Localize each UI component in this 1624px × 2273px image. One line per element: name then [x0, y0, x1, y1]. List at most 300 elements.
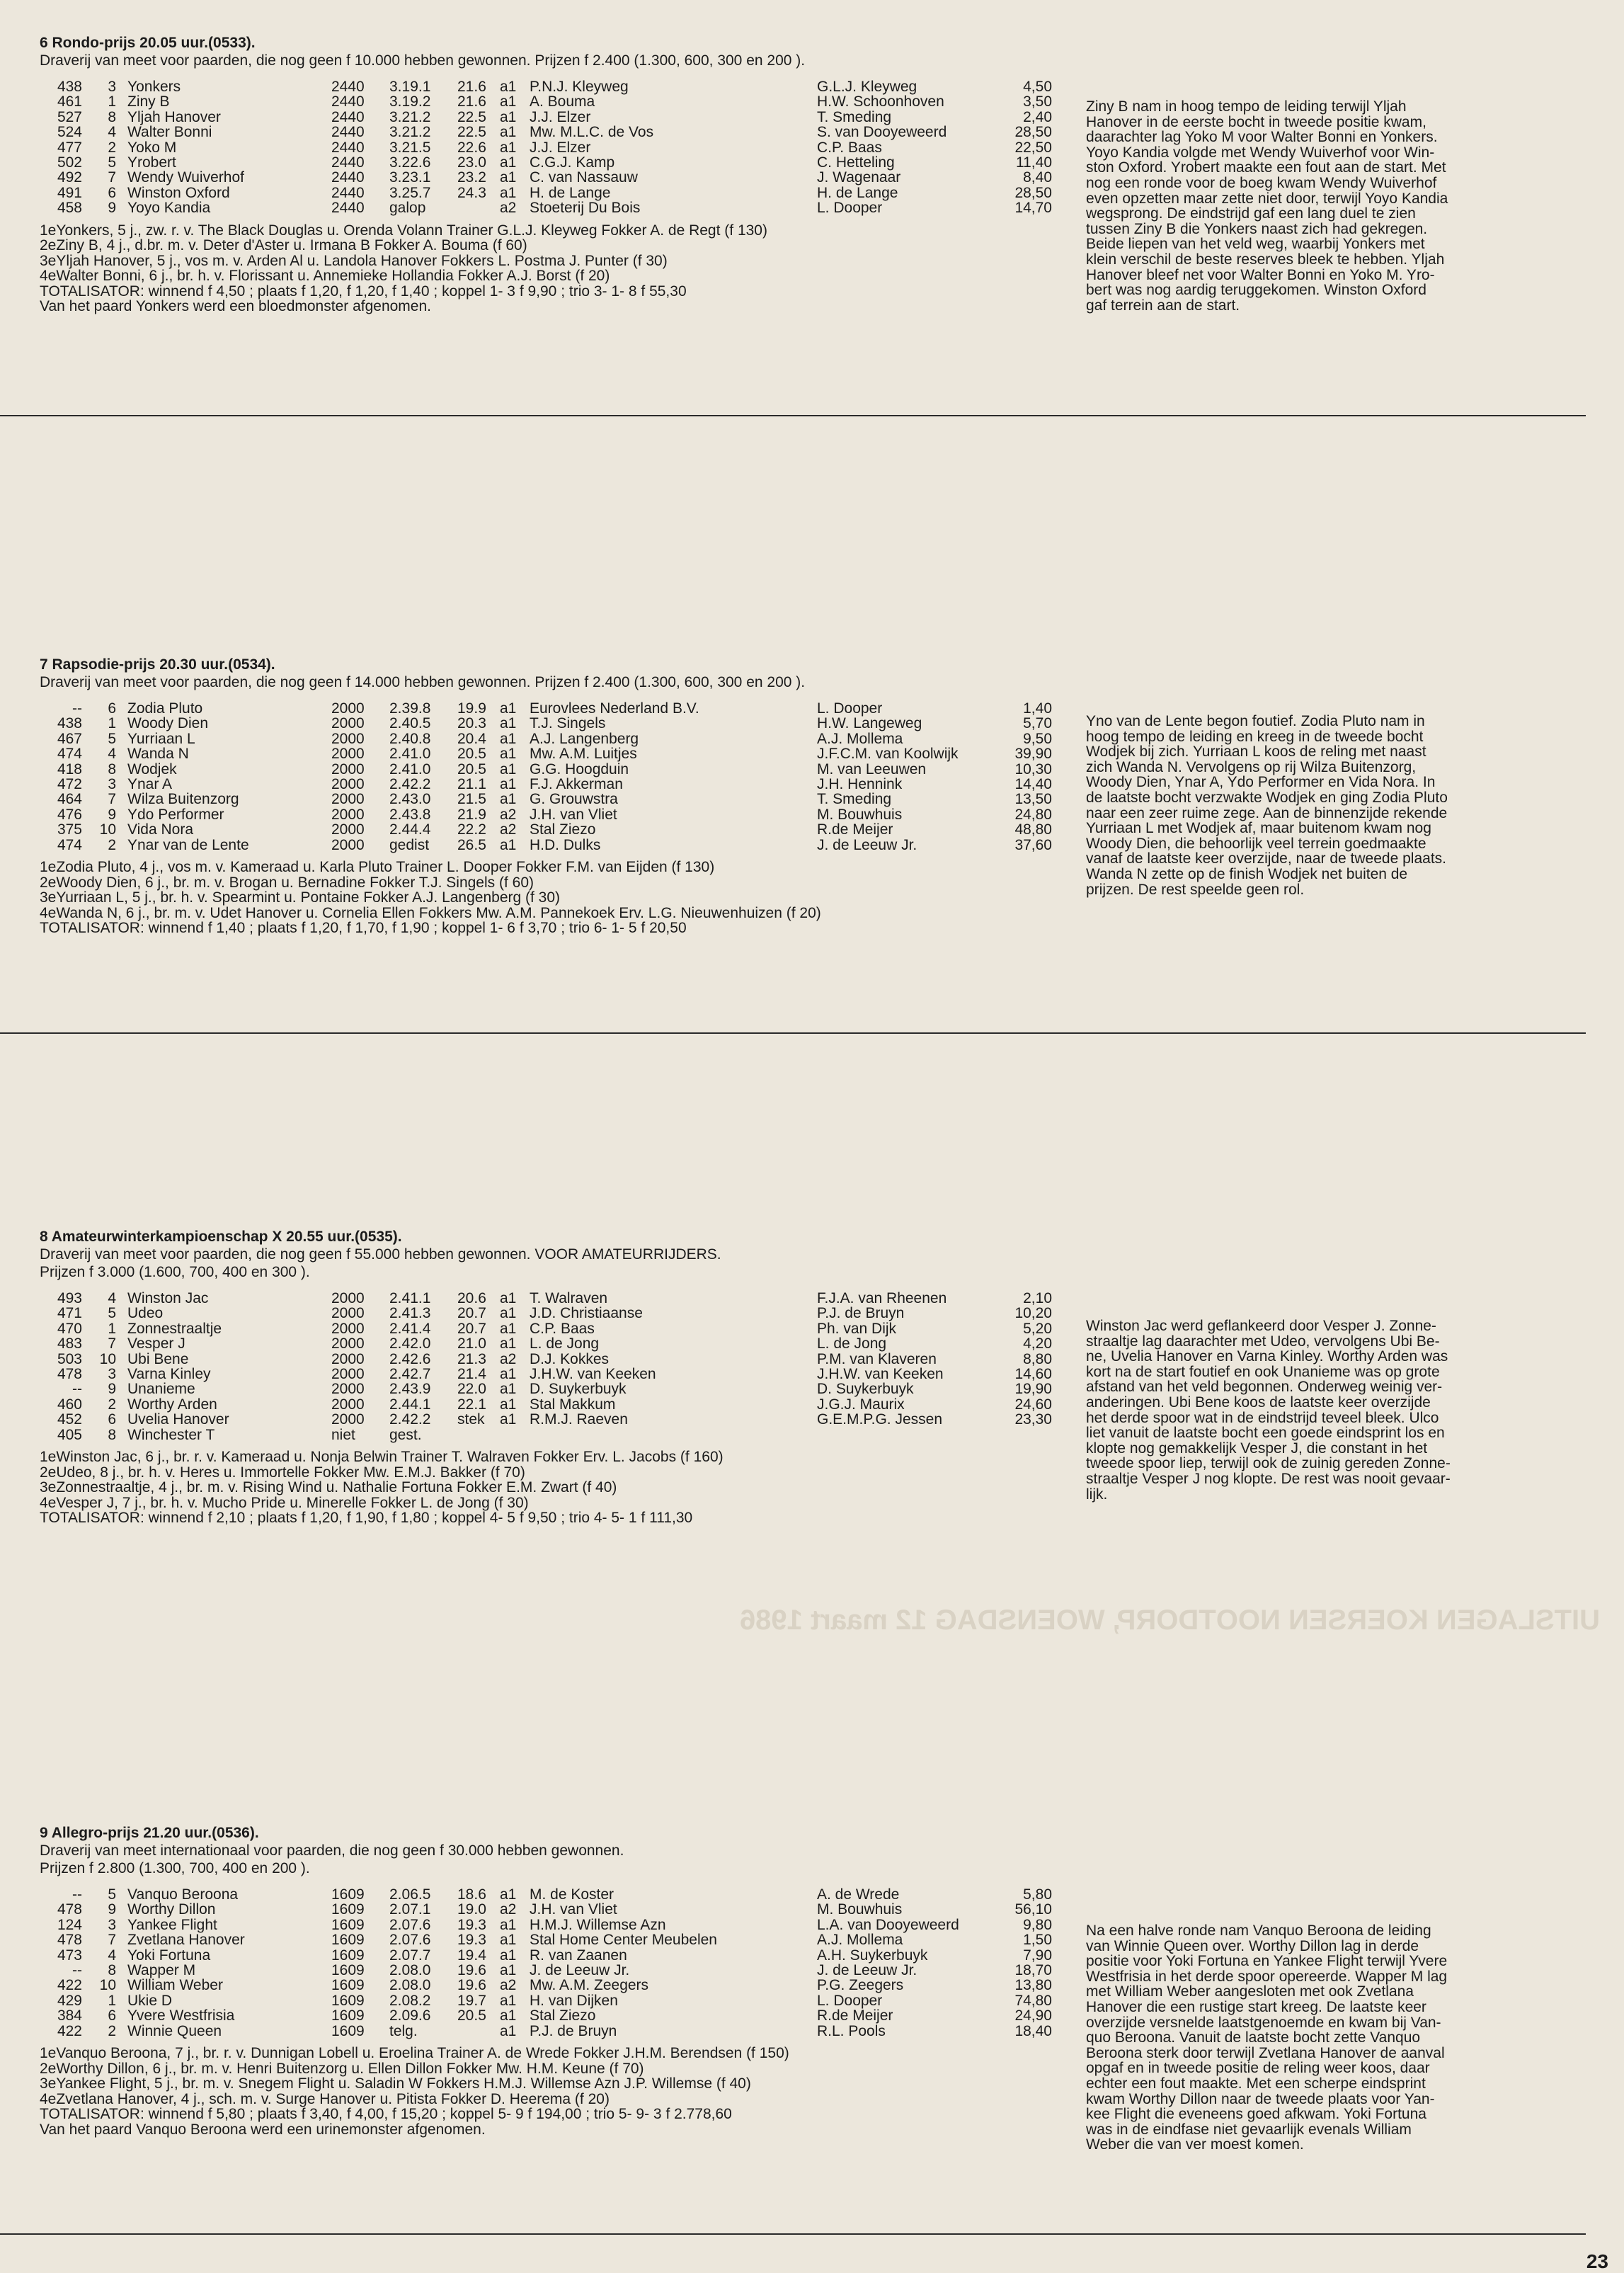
cell-time: 2.43.9: [389, 1381, 431, 1398]
result-row: [40, 1306, 1052, 1321]
commentary-line: daarachter lag Yoko M voor Walter Bonni en Yonkers.: [1086, 129, 1438, 146]
cell-owner: R.M.J. Raeven: [530, 1411, 628, 1428]
cell-odds: 37,60: [1014, 836, 1052, 853]
commentary-line: straaltje Vesper J nog klopte. De rest was nooit gevaar-: [1086, 1470, 1451, 1487]
cell-owner: Mw. A.M. Luitjes: [530, 746, 637, 763]
race-commentary: [1086, 1318, 1574, 1502]
cell-id: 492: [57, 169, 82, 186]
cell-id: 473: [57, 1947, 82, 1964]
cell-start: a1: [500, 1305, 517, 1322]
cell-dist: niet: [331, 1426, 355, 1443]
result-row: [40, 125, 1052, 139]
cell-time: 2.08.0: [389, 1977, 431, 1994]
commentary-line: echter een fout maakte. Met een scherpe eindsprint: [1086, 2075, 1426, 2092]
cell-id: 452: [57, 1411, 82, 1428]
cell-dist: 1609: [331, 1916, 365, 1933]
cell-start: a1: [500, 1886, 517, 1903]
cell-owner: A.J. Langenberg: [530, 730, 639, 747]
cell-time: 2.08.2: [389, 1992, 431, 2009]
cell-time: 2.43.0: [389, 791, 431, 808]
cell-id: 476: [57, 806, 82, 823]
cell-no: 5: [108, 1886, 116, 1903]
placing-note: 4eWalter Bonni, 6 j., br. h. v. Florissant u. Annemieke Hollandia Fokker A.J. Borst (f 20): [40, 268, 610, 285]
cell-start: a1: [500, 760, 517, 777]
cell-no: 10: [99, 1977, 116, 1994]
cell-trainer: J.H. Hennink: [817, 775, 903, 792]
cell-no: 5: [108, 730, 116, 747]
cell-dist: 2000: [331, 715, 365, 732]
cell-odds: 14,40: [1014, 775, 1052, 792]
cell-time: 3.19.1: [389, 79, 431, 95]
cell-horse: Ziny B: [127, 93, 170, 110]
cell-owner: H. de Lange: [530, 184, 611, 201]
cell-no: 8: [108, 760, 116, 777]
cell-trainer: J.H.W. van Keeken: [817, 1365, 944, 1382]
commentary-line: nog een ronde voor de boeg kwam Wendy Wuiverhof: [1086, 174, 1437, 191]
cell-start: a1: [500, 1992, 517, 2009]
cell-time: 2.41.3: [389, 1305, 431, 1322]
placing-note: Van het paard Vanquo Beroona werd een urinemonster afgenomen.: [40, 2121, 486, 2138]
result-row: [40, 731, 1052, 746]
commentary-line: tussen Ziny B die Yonkers naast zich had gekregen.: [1086, 220, 1428, 237]
cell-time: 2.07.6: [389, 1916, 431, 1933]
cell-no: 4: [108, 746, 116, 763]
cell-odds: 24,90: [1014, 2007, 1052, 2024]
commentary-line: Hanover bleef net voor Walter Bonni en Yoko M. Yro-: [1086, 266, 1435, 283]
cell-km: 19.6: [457, 1961, 486, 1978]
cell-trainer: C. Hetteling: [817, 154, 895, 171]
cell-trainer: J. de Leeuw Jr.: [817, 836, 917, 853]
result-row: [40, 170, 1052, 185]
commentary-line: anderingen. Ubi Bene koos de laatste keer overzijde: [1086, 1394, 1431, 1411]
cell-owner: C.P. Baas: [530, 1320, 595, 1337]
cell-time: 2.07.7: [389, 1947, 431, 1964]
cell-odds: 1,40: [1023, 700, 1052, 717]
cell-km: 20.3: [457, 715, 486, 732]
cell-horse: Winston Oxford: [127, 184, 230, 201]
commentary-line: overzijde versnelde laatstgenoemde en kwam bij Van-: [1086, 2014, 1441, 2031]
cell-time: 2.39.8: [389, 700, 431, 717]
cell-odds: 74,80: [1014, 1992, 1052, 2009]
cell-trainer: M. Bouwhuis: [817, 1901, 903, 1918]
placing-note: 2eWoody Dien, 6 j., br. m. v. Brogan u. Bernadine Fokker T.J. Singels (f 60): [40, 874, 534, 891]
cell-trainer: R.L. Pools: [817, 2022, 886, 2039]
cell-start: a1: [500, 169, 517, 186]
placing-note: 2eUdeo, 8 j., br. h. v. Heres u. Immortelle Fokker Mw. E.M.J. Bakker (f 70): [40, 1464, 525, 1481]
cell-owner: H. van Dijken: [530, 1992, 618, 2009]
cell-dist: 2000: [331, 1335, 365, 1352]
cell-time: 2.44.4: [389, 821, 431, 838]
cell-trainer: D. Suykerbuyk: [817, 1381, 914, 1398]
cell-odds: 24,60: [1014, 1396, 1052, 1413]
cell-dist: 2000: [331, 821, 365, 838]
results-table: [40, 1291, 1052, 1442]
result-row: [40, 2008, 1052, 2023]
cell-no: 4: [108, 1290, 116, 1306]
cell-owner: Stal Makkum: [530, 1396, 616, 1413]
cell-start: a1: [500, 1947, 517, 1964]
commentary-line: kort na de start foutief en ook Unanieme was op grote: [1086, 1363, 1440, 1380]
cell-horse: Yankee Flight: [127, 1916, 217, 1933]
placing-note: 2eZiny B, 4 j., d.br. m. v. Deter d'Aster u. Irmana B Fokker A. Bouma (f 60): [40, 237, 527, 254]
cell-odds: 7,90: [1023, 1947, 1052, 1964]
cell-horse: Ynar A: [127, 775, 173, 792]
commentary-line: hoog tempo de leiding en kreeg in de tweede bocht: [1086, 728, 1424, 745]
cell-owner: T.J. Singels: [530, 715, 606, 732]
cell-start: a1: [500, 730, 517, 747]
cell-no: 7: [108, 1932, 116, 1949]
cell-id: 124: [57, 1916, 82, 1933]
result-row: [40, 1932, 1052, 1947]
commentary-line: vanaf de laatste keer overzijde, naar de tweede plaats.: [1086, 850, 1446, 867]
cell-id: 470: [57, 1320, 82, 1337]
commentary-line: afstand van het veld begonnen. Onderweg weinig ver-: [1086, 1379, 1443, 1396]
cell-start: a1: [500, 700, 517, 717]
cell-horse: Woody Dien: [127, 715, 209, 732]
cell-horse: Zvetlana Hanover: [127, 1932, 245, 1949]
cell-odds: 2,10: [1023, 1290, 1052, 1306]
cell-km: 20.4: [457, 730, 486, 747]
cell-no: 1: [108, 1320, 116, 1337]
cell-owner: D.J. Kokkes: [530, 1350, 610, 1367]
cell-odds: 14,70: [1014, 200, 1052, 217]
cell-odds: 18,40: [1014, 2022, 1052, 2039]
cell-horse: Yoyo Kandia: [127, 200, 211, 217]
cell-no: 7: [108, 791, 116, 808]
cell-horse: Yurriaan L: [127, 730, 195, 747]
cell-odds: 3,50: [1023, 93, 1052, 110]
cell-start: a1: [500, 836, 517, 853]
cell-trainer: M. Bouwhuis: [817, 806, 903, 823]
cell-trainer: J. Wagenaar: [817, 169, 901, 186]
cell-dist: 2440: [331, 108, 365, 125]
cell-km: stek: [457, 1411, 485, 1428]
cell-trainer: P.J. de Bruyn: [817, 1305, 905, 1322]
cell-dist: 2440: [331, 169, 365, 186]
race-title: 9 Allegro-prijs 21.20 uur.(0536).: [40, 1825, 259, 1841]
cell-no: 2: [108, 2022, 116, 2039]
result-row: [40, 1978, 1052, 1993]
cell-start: a1: [500, 1365, 517, 1382]
cell-time: 2.09.6: [389, 2007, 431, 2024]
commentary-line: liet vanuit de laatste bocht een goede eindsprint los en: [1086, 1425, 1445, 1442]
commentary-line: gaf terrein aan de start.: [1086, 297, 1240, 314]
cell-km: 19.3: [457, 1916, 486, 1933]
placing-note: 1eVanquo Beroona, 7 j., br. r. v. Dunnigan Lobell u. Eroelina Trainer A. de Wrede Fokker J.H.M. Berendsen (f 150): [40, 2044, 789, 2061]
cell-trainer: R.de Meijer: [817, 821, 893, 838]
cell-horse: Worthy Arden: [127, 1396, 217, 1413]
cell-dist: 1609: [331, 1947, 365, 1964]
cell-km: 20.7: [457, 1305, 486, 1322]
cell-dist: 1609: [331, 1932, 365, 1949]
cell-owner: J.H. van Vliet: [530, 1901, 617, 1918]
cell-owner: D. Suykerbuyk: [530, 1381, 627, 1398]
cell-owner: J. de Leeuw Jr.: [530, 1961, 630, 1978]
result-row: [40, 186, 1052, 200]
commentary-line: kwam Worthy Dillon naar de tweede plaats voor Yan-: [1086, 2090, 1435, 2107]
cell-time: 2.40.8: [389, 730, 431, 747]
cell-dist: 2000: [331, 1365, 365, 1382]
cell-id: 464: [57, 791, 82, 808]
cell-id: 405: [57, 1426, 82, 1443]
cell-dist: 2000: [331, 746, 365, 763]
cell-trainer: L. Dooper: [817, 1992, 883, 2009]
cell-odds: 22,50: [1014, 139, 1052, 156]
cell-km: 20.5: [457, 746, 486, 763]
cell-horse: Vanquo Beroona: [127, 1886, 239, 1903]
result-row: [40, 1428, 1052, 1442]
placing-note: 3eYljah Hanover, 5 j., vos m. v. Arden Al u. Landola Hanover Fokkers L. Postma J. Punter (f 30): [40, 252, 668, 269]
result-row: [40, 777, 1052, 792]
cell-km: 22.0: [457, 1381, 486, 1398]
cell-odds: 8,40: [1023, 169, 1052, 186]
cell-horse: Yljah Hanover: [127, 108, 221, 125]
cell-horse: Yrobert: [127, 154, 176, 171]
cell-dist: 1609: [331, 1961, 365, 1978]
commentary-line: bert was nog aardig teruggekomen. Winston Oxford: [1086, 282, 1426, 299]
cell-trainer: T. Smeding: [817, 791, 892, 808]
cell-id: 422: [57, 1977, 82, 1994]
cell-odds: 5,80: [1023, 1886, 1052, 1903]
commentary-line: Beroona sterk door terwijl Zvetlana Hanover de aanval: [1086, 2044, 1445, 2061]
cell-horse: Yvere Westfrisia: [127, 2007, 235, 2024]
cell-horse: William Weber: [127, 1977, 223, 1994]
cell-no: 1: [108, 93, 116, 110]
result-row: [40, 1352, 1052, 1367]
cell-km: 22.5: [457, 108, 486, 125]
cell-start: a1: [500, 1932, 517, 1949]
cell-km: 19.3: [457, 1932, 486, 1949]
page-number: 23: [1586, 2250, 1608, 2272]
cell-odds: 39,90: [1014, 746, 1052, 763]
cell-km: 21.6: [457, 93, 486, 110]
cell-time: 2.07.6: [389, 1932, 431, 1949]
cell-dist: 2000: [331, 1320, 365, 1337]
cell-trainer: H.W. Schoonhoven: [817, 93, 944, 110]
result-row: [40, 1382, 1052, 1396]
cell-no: 3: [108, 79, 116, 95]
cell-trainer: L.A. van Dooyeweerd: [817, 1916, 959, 1933]
section-divider: [0, 1032, 1586, 1034]
cell-odds: 10,20: [1014, 1305, 1052, 1322]
cell-dist: 2440: [331, 184, 365, 201]
cell-dist: 2000: [331, 775, 365, 792]
placing-note: 4eWanda N, 6 j., br. m. v. Udet Hanover u. Cornelia Ellen Fokkers Mw. A.M. Pannekoek Erv. L.G. Nieuwenhuizen (f 20): [40, 904, 821, 921]
result-row: [40, 1321, 1052, 1336]
result-row: [40, 79, 1052, 94]
cell-km: 20.6: [457, 1290, 486, 1306]
cell-owner: G. Grouwstra: [530, 791, 618, 808]
cell-owner: J.D. Christiaanse: [530, 1305, 643, 1322]
cell-owner: Eurovlees Nederland B.V.: [530, 700, 699, 717]
cell-odds: 18,70: [1014, 1961, 1052, 1978]
result-row: [40, 140, 1052, 155]
cell-no: 6: [108, 2007, 116, 2024]
cell-trainer: S. van Dooyeweerd: [817, 124, 947, 141]
cell-trainer: P.M. van Klaveren: [817, 1350, 937, 1367]
cell-id: 491: [57, 184, 82, 201]
cell-time: 2.08.0: [389, 1961, 431, 1978]
cell-no: 1: [108, 715, 116, 732]
cell-no: 5: [108, 1305, 116, 1322]
race-conditions: Prijzen f 2.800 (1.300, 700, 400 en 200 ).: [40, 1860, 310, 1876]
cell-trainer: A.J. Mollema: [817, 1932, 903, 1949]
cell-horse: Zonnestraaltje: [127, 1320, 222, 1337]
cell-no: 1: [108, 1992, 116, 2009]
cell-odds: 13,50: [1014, 791, 1052, 808]
cell-odds: 5,20: [1023, 1320, 1052, 1337]
cell-start: a1: [500, 791, 517, 808]
cell-time: 2.41.4: [389, 1320, 431, 1337]
cell-id: 483: [57, 1335, 82, 1352]
result-row: [40, 1412, 1052, 1427]
cell-owner: Mw. A.M. Zeegers: [530, 1977, 649, 1994]
cell-id: 418: [57, 760, 82, 777]
commentary-line: positie voor Yoki Fortuna en Yankee Flight terwijl Yvere: [1086, 1953, 1448, 1970]
cell-horse: Ubi Bene: [127, 1350, 189, 1367]
cell-id: 474: [57, 836, 82, 853]
placing-note: 3eYurriaan L, 5 j., br. h. v. Spearmint u. Pontaine Fokker A.J. Langenberg (f 30): [40, 889, 561, 906]
cell-time: 2.40.5: [389, 715, 431, 732]
cell-start: a1: [500, 746, 517, 763]
cell-trainer: J.G.J. Maurix: [817, 1396, 905, 1413]
race-conditions: Prijzen f 3.000 (1.600, 700, 400 en 300 ).: [40, 1264, 310, 1280]
cell-km: 19.7: [457, 1992, 486, 2009]
cell-time: 3.23.1: [389, 169, 431, 186]
cell-id: 502: [57, 154, 82, 171]
cell-trainer: J.F.C.M. van Koolwijk: [817, 746, 959, 763]
cell-dist: 2000: [331, 1396, 365, 1413]
cell-id: 438: [57, 79, 82, 95]
commentary-line: Hanover in de eerste bocht in tweede positie kwam,: [1086, 113, 1426, 130]
cell-odds: 4,50: [1023, 79, 1052, 95]
cell-dist: 2000: [331, 1290, 365, 1306]
cell-odds: 5,70: [1023, 715, 1052, 732]
cell-km: 22.5: [457, 124, 486, 141]
bleed-through-heading: UITSLAGEN KOERSEN NOOTDORP, WOENSDAG 12 maart 1986: [739, 1605, 1600, 1636]
cell-owner: A. Bouma: [530, 93, 595, 110]
cell-dist: 1609: [331, 1886, 365, 1903]
cell-start: a1: [500, 1411, 517, 1428]
cell-horse: Uvelia Hanover: [127, 1411, 229, 1428]
cell-dist: 2000: [331, 1350, 365, 1367]
cell-odds: 10,30: [1014, 760, 1052, 777]
results-table: [40, 79, 1052, 216]
cell-id: --: [72, 700, 82, 717]
cell-id: 471: [57, 1305, 82, 1322]
cell-trainer: T. Smeding: [817, 108, 892, 125]
cell-trainer: A.J. Mollema: [817, 730, 903, 747]
cell-km: 23.2: [457, 169, 486, 186]
cell-odds: 48,80: [1014, 821, 1052, 838]
cell-id: --: [72, 1961, 82, 1978]
cell-horse: Yoko M: [127, 139, 177, 156]
cell-horse: Vida Nora: [127, 821, 194, 838]
cell-trainer: H.W. Langeweg: [817, 715, 922, 732]
result-row: [40, 1291, 1052, 1306]
cell-owner: G.G. Hoogduin: [530, 760, 629, 777]
cell-time: 2.41.1: [389, 1290, 431, 1306]
cell-no: 2: [108, 139, 116, 156]
cell-horse: Wendy Wuiverhof: [127, 169, 244, 186]
cell-no: 4: [108, 1947, 116, 1964]
cell-odds: 2,40: [1023, 108, 1052, 125]
commentary-line: straaltje lag daarachter met Udeo, vervolgens Ubi Be-: [1086, 1333, 1440, 1350]
cell-time: telg.: [389, 2022, 418, 2039]
cell-horse: Winchester T: [127, 1426, 215, 1443]
cell-start: a1: [500, 715, 517, 732]
cell-time: 3.21.2: [389, 124, 431, 141]
cell-km: 20.5: [457, 760, 486, 777]
cell-trainer: Ph. van Dijk: [817, 1320, 897, 1337]
cell-owner: P.J. de Bruyn: [530, 2022, 617, 2039]
race-commentary: [1086, 1923, 1574, 2153]
cell-id: --: [72, 1381, 82, 1398]
result-row: [40, 807, 1052, 822]
cell-start: a1: [500, 79, 517, 95]
commentary-line: lijk.: [1086, 1486, 1108, 1503]
cell-horse: Worthy Dillon: [127, 1901, 216, 1918]
cell-horse: Wodjek: [127, 760, 177, 777]
cell-dist: 2000: [331, 700, 365, 717]
cell-id: 429: [57, 1992, 82, 2009]
cell-horse: Yoki Fortuna: [127, 1947, 211, 1964]
commentary-line: Weber die van ver moest komen.: [1086, 2136, 1304, 2153]
cell-odds: 14,60: [1014, 1365, 1052, 1382]
cell-horse: Udeo: [127, 1305, 164, 1322]
commentary-line: de laatste bocht verzwakte Wodjek en ging Zodia Pluto: [1086, 789, 1448, 806]
cell-id: 472: [57, 775, 82, 792]
cell-owner: Stal Ziezo: [530, 821, 596, 838]
cell-time: 3.19.2: [389, 93, 431, 110]
section-divider: [0, 415, 1586, 416]
cell-km: 19.6: [457, 1977, 486, 1994]
cell-km: 23.0: [457, 154, 486, 171]
cell-owner: J.J. Elzer: [530, 139, 591, 156]
cell-owner: C. van Nassauw: [530, 169, 638, 186]
cell-dist: 2000: [331, 760, 365, 777]
cell-owner: T. Walraven: [530, 1290, 608, 1306]
cell-owner: J.H. van Vliet: [530, 806, 617, 823]
cell-dist: 2000: [331, 1411, 365, 1428]
cell-horse: Walter Bonni: [127, 124, 212, 141]
cell-start: a1: [500, 2022, 517, 2039]
cell-km: 21.0: [457, 1335, 486, 1352]
cell-time: 2.06.5: [389, 1886, 431, 1903]
commentary-line: Beide liepen van het veld weg, waarbij Yonkers met: [1086, 236, 1425, 253]
cell-time: 2.42.6: [389, 1350, 431, 1367]
cell-id: 375: [57, 821, 82, 838]
commentary-line: met William Weber aangesloten met ook Zvetlana: [1086, 1983, 1414, 2000]
commentary-line: naar een zeer ruime zege. Aan de binnenzijde rekende: [1086, 804, 1448, 821]
commentary-line: Westfrisia in het derde spoor opereerde. Wapper M lag: [1086, 1968, 1448, 1985]
cell-time: 3.22.6: [389, 154, 431, 171]
cell-horse: Varna Kinley: [127, 1365, 211, 1382]
cell-no: 9: [108, 1901, 116, 1918]
commentary-line: tweede spoor liep, terwijl ook de zuinig gereden Zonne-: [1086, 1455, 1451, 1472]
cell-dist: 1609: [331, 1992, 365, 2009]
cell-id: 438: [57, 715, 82, 732]
placing-note: 4eVesper J, 7 j., br. h. v. Mucho Pride u. Minerelle Fokker L. de Jong (f 30): [40, 1494, 529, 1511]
cell-owner: Stal Ziezo: [530, 2007, 596, 2024]
race-title: 6 Rondo-prijs 20.05 uur.(0533).: [40, 35, 256, 51]
cell-km: 24.3: [457, 184, 486, 201]
cell-trainer: A. de Wrede: [817, 1886, 900, 1903]
cell-time: 3.25.7: [389, 184, 431, 201]
result-row: [40, 746, 1052, 761]
result-row: [40, 1918, 1052, 1932]
placing-note: 3eYankee Flight, 5 j., br. m. v. Snegem Flight u. Saladin W Fokkers H.M.J. Willemse Azn J.P. Willemse (f 40): [40, 2075, 751, 2092]
